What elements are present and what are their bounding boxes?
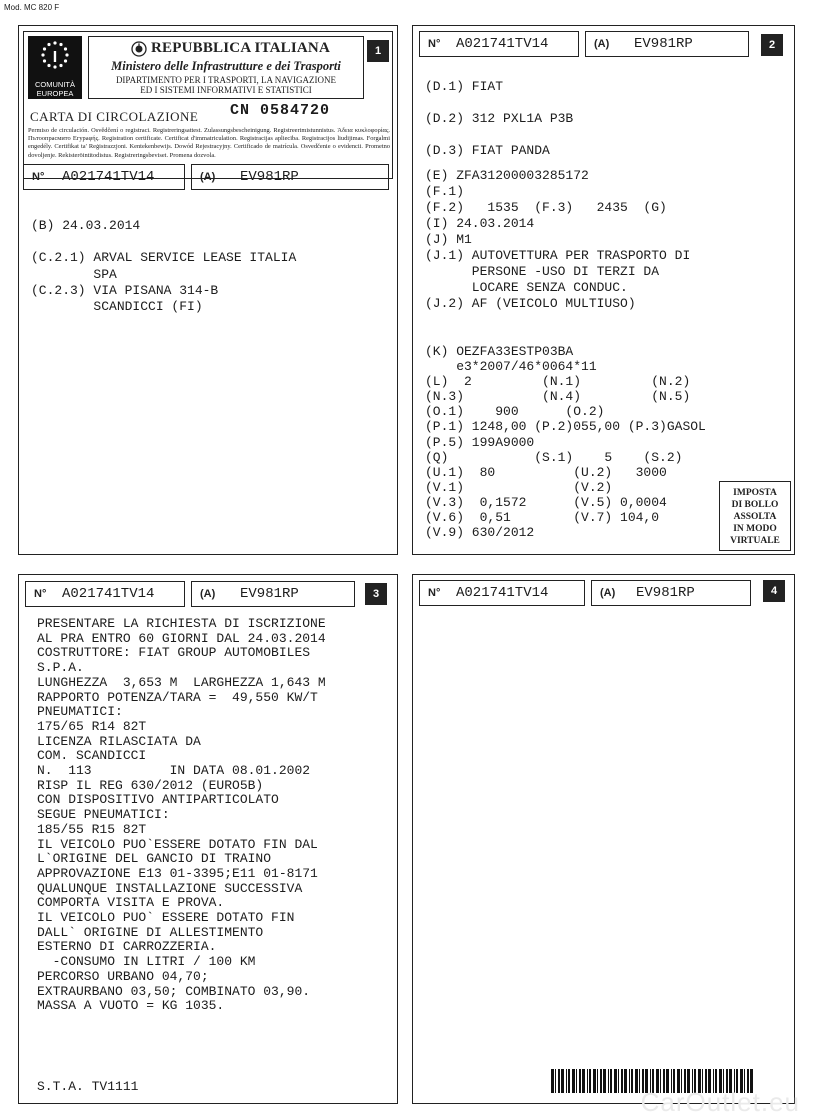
remark-line: SEGUE PNEUMATICI: [37,807,170,823]
remark-line: COM. SCANDICCI [37,748,147,764]
plate-box-2 [585,31,749,57]
panel-number-1: 1 [367,40,389,62]
axles-line-2: (N.3) (N.4) (N.5) [425,389,691,405]
engine-line: (P.1) 1248,00 (P.2)055,00 (P.3)GASOL [425,419,706,435]
barcode-bar [551,1069,554,1093]
first-registration-line: (I) 24.03.2014 [425,216,535,231]
plate-label: (A) [594,38,610,50]
towing-line: (O.1) 900 (O.2) [425,404,605,420]
panel-2 [412,25,795,555]
remarks-block [37,617,326,1014]
bodywork-line: (J.2) AF (VEICOLO MULTIUSO) [425,296,636,311]
barcode-bar [608,1069,609,1093]
remark-line: 185/55 R15 82T [37,821,147,837]
card-number: CN 0584720 [230,102,331,119]
header-block [23,31,393,179]
department-line2: ED I SISTEMI INFORMATIVI E STATISTICI [140,85,312,95]
barcode-bar [579,1069,581,1093]
plate-box-1 [191,164,389,190]
stamp-line: IMPOSTA [733,488,777,498]
republic-title: REPUBBLICA ITALIANA [151,40,330,56]
vehicle-data-block [425,168,690,312]
panel-4 [412,574,795,1104]
barcode-bar [582,1069,585,1093]
eu-label-line2: EUROPEA [36,89,74,98]
plate-number: EV981RP [240,169,299,185]
stamp-line: VIRTUALE [730,536,780,546]
barcode-bar [624,1069,627,1093]
barcode-bar [597,1069,598,1093]
stamp-line: DI BOLLO [731,500,779,510]
no-label: N° [428,38,441,50]
remark-line: AL PRA ENTRO 60 GIORNI DAL 24.03.2014 [37,630,326,646]
stamp-line: ASSOLTA [733,512,777,522]
plate-number: EV981RP [636,585,695,601]
serial-box-3 [25,581,185,607]
remark-line: S.P.A. [37,660,84,676]
make-line: (D.1) FIAT [425,79,504,94]
category-line: (J) M1 [425,232,472,247]
emission-standard-line: (V.9) 630/2012 [425,525,535,541]
plate-label: (A) [600,587,616,599]
remark-line: MASSA A VUOTO = KG 1035. [37,998,225,1014]
svg-text:I: I [52,49,58,66]
remark-line: 175/65 R14 82T [37,718,147,734]
barcode-bar [576,1069,577,1093]
emblem-icon [131,41,147,57]
registration-date-line: (B) 24.03.2014 [31,218,141,233]
barcode-bar [572,1069,575,1093]
panel-number-2: 2 [761,34,783,56]
serial-box-1 [23,164,185,190]
remark-line: IL VEICOLO PUO`ESSERE DOTATO FIN DAL [37,836,318,852]
type-line: (D.2) 312 PXL1A P3B [425,111,574,126]
barcode-bar [621,1069,623,1093]
remark-line: LUNGHEZZA 3,653 M LARGHEZZA 1,643 M [37,674,326,690]
plate-number: EV981RP [634,36,693,52]
panel-number-4: 4 [763,580,785,602]
serial-box-2 [419,31,579,57]
plate-box-3 [191,581,355,607]
remark-line: RISP IL REG 630/2012 (EURO5B) [37,777,264,793]
panel-1 [18,25,398,555]
remark-line: RAPPORTO POTENZA/TARA = 49,550 KW/T [37,689,318,705]
barcode-bar [587,1069,588,1093]
remark-line: IL VEICOLO PUO` ESSERE DOTATO FIN [37,910,295,926]
barcode-bar [568,1069,570,1093]
card-title: CARTA DI CIRCOLAZIONE [30,109,199,124]
barcode-bar [635,1069,638,1093]
mass-f2-line: (F.2) 1535 (F.3) 2435 (G) [425,200,667,215]
barcode-bar [603,1069,606,1093]
barcode-bar [555,1069,556,1093]
owner-address-line: (C.2.3) VIA PISANA 314-B [31,282,219,298]
axles-line: (L) 2 (N.1) (N.2) [425,374,691,390]
make-model-block [425,71,573,167]
plate-label: (A) [200,171,216,183]
owner-name-line: (C.2.1) ARVAL SERVICE LEASE ITALIA [31,250,297,266]
technical-data-block [425,344,706,540]
use-line-3: LOCARE SENZA CONDUC. [425,280,628,295]
eu-emblem [28,36,82,99]
panel-number-3: 3 [365,583,387,605]
remark-line: L`ORIGINE DEL GANCIO DI TRAINO [37,851,272,867]
emissions-line-3: (V.6) 0,51 (V.7) 104,0 [425,510,660,526]
emissions-line-2: (V.3) 0,1572 (V.5) 0,0004 [425,494,667,510]
serial-number: A021741TV14 [62,169,155,185]
owner-details [31,218,296,315]
no-label: N° [34,588,47,600]
form-code: Mod. MC 820 F [4,3,60,12]
translations-text: Permiso de circulación. Osvědčení o registraci. Registreringsattest. Zulassungsbescheinigung. Registreerimistunnistus. Άδεια κυκλοφορίας. Пътоопрасмито Егураφής. Registration certificate. Certificat d'immatriculation. Registracijas apliecība. Registracijos liudijimas. Forgalmi engedély. Certifikat ta' Reġistrazzjoni. Kentekenbewijs. Dowód Rejestracyjny. Certificado de matrícula. Osvedčenie o evidencii. Prometno dovoljenje. Rekisteröintitodistus. Registreringsbeviset. Promena dozvola. [28,127,390,159]
seats-line: (Q) (S.1) 5 (S.2) [425,449,683,465]
owner-city-line: SCANDICCI (FI) [31,299,203,315]
remark-line: CON DISPOSITIVO ANTIPARTICOLATO [37,792,279,808]
remark-line: EXTRAURBANO 03,50; COMBINATO 03,90. [37,983,311,999]
remark-line: PNEUMATICI: [37,704,123,720]
approval-line: (K) OEZFA33ESTP03BA [425,344,574,359]
barcode-bar [600,1069,602,1093]
panel-3 [18,574,398,1104]
emissions-line: (V.1) (V.2) [425,479,613,495]
department-line1: DIPARTIMENTO PER I TRASPORTI, LA NAVIGAZIONE [115,75,337,85]
barcode-bar [631,1069,633,1093]
remark-line: PRESENTARE LA RICHIESTA DI ISCRIZIONE [37,616,326,631]
serial-number: A021741TV14 [62,586,155,602]
remark-line: LICENZA RILASCIATA DA [37,733,201,749]
serial-number: A021741TV14 [456,585,549,601]
owner-name-line-2: SPA [31,266,117,282]
eu-stars-icon [28,36,82,80]
plate-label: (A) [200,588,216,600]
watermark: CarOutlet.eu [640,1087,800,1117]
remark-line: N. 113 IN DATA 08.01.2002 [37,763,311,779]
barcode-bar [593,1069,596,1093]
office-code: S.T.A. TV1111 [37,1079,139,1094]
barcode-bar [566,1069,567,1093]
remark-line: QUALUNQUE INSTALLAZIONE SUCCESSIVA [37,880,303,896]
barcode-bar [558,1069,560,1093]
remark-line: ESTERNO DI CARROZZERIA. [37,939,217,955]
vin-line: (E) ZFA31200003285172 [425,168,589,183]
use-line-2: PERSONE -USO DI TERZI DA [425,264,660,279]
plate-box-4 [591,580,751,606]
remark-line: APPROVAZIONE E13 01-3395;E11 01-8171 [37,865,318,881]
remark-line: PERCORSO URBANO 04,70; [37,968,209,984]
remark-line: -CONSUMO IN LITRI / 100 KM [37,954,256,970]
no-label: N° [32,171,45,183]
title-box [88,36,364,99]
serial-number: A021741TV14 [456,36,549,52]
remark-line: DALL` ORIGINE DI ALLESTIMENTO [37,924,264,940]
approval-line-2: e3*2007/46*0064*11 [425,359,597,375]
plate-number: EV981RP [240,586,299,602]
spacer-line [31,234,296,250]
barcode-bar [618,1069,619,1093]
barcode-bar [589,1069,591,1093]
model-line: (D.3) FIAT PANDA [425,143,550,158]
stamp-line: IN MODO [733,524,777,534]
barcode-bar [614,1069,617,1093]
barcode-bar [610,1069,612,1093]
mass-f1-line: (F.1) [425,184,465,199]
use-line: (J.1) AUTOVETTURA PER TRASPORTO DI [425,248,691,263]
remark-line: COMPORTA VISITA E PROVA. [37,895,225,911]
noise-line: (U.1) 80 (U.2) 3000 [425,464,667,480]
ministry-name: Ministero delle Infrastrutture e dei Trasporti [111,59,341,73]
engine-code-line: (P.5) 199A9000 [425,434,535,450]
barcode-bar [561,1069,564,1093]
remark-line: COSTRUTTORE: FIAT GROUP AUTOMOBILES [37,645,311,661]
tax-stamp [719,481,791,551]
no-label: N° [428,587,441,599]
serial-box-4 [419,580,585,606]
barcode-bar [629,1069,630,1093]
eu-label-line1: COMUNITÀ [35,80,75,89]
